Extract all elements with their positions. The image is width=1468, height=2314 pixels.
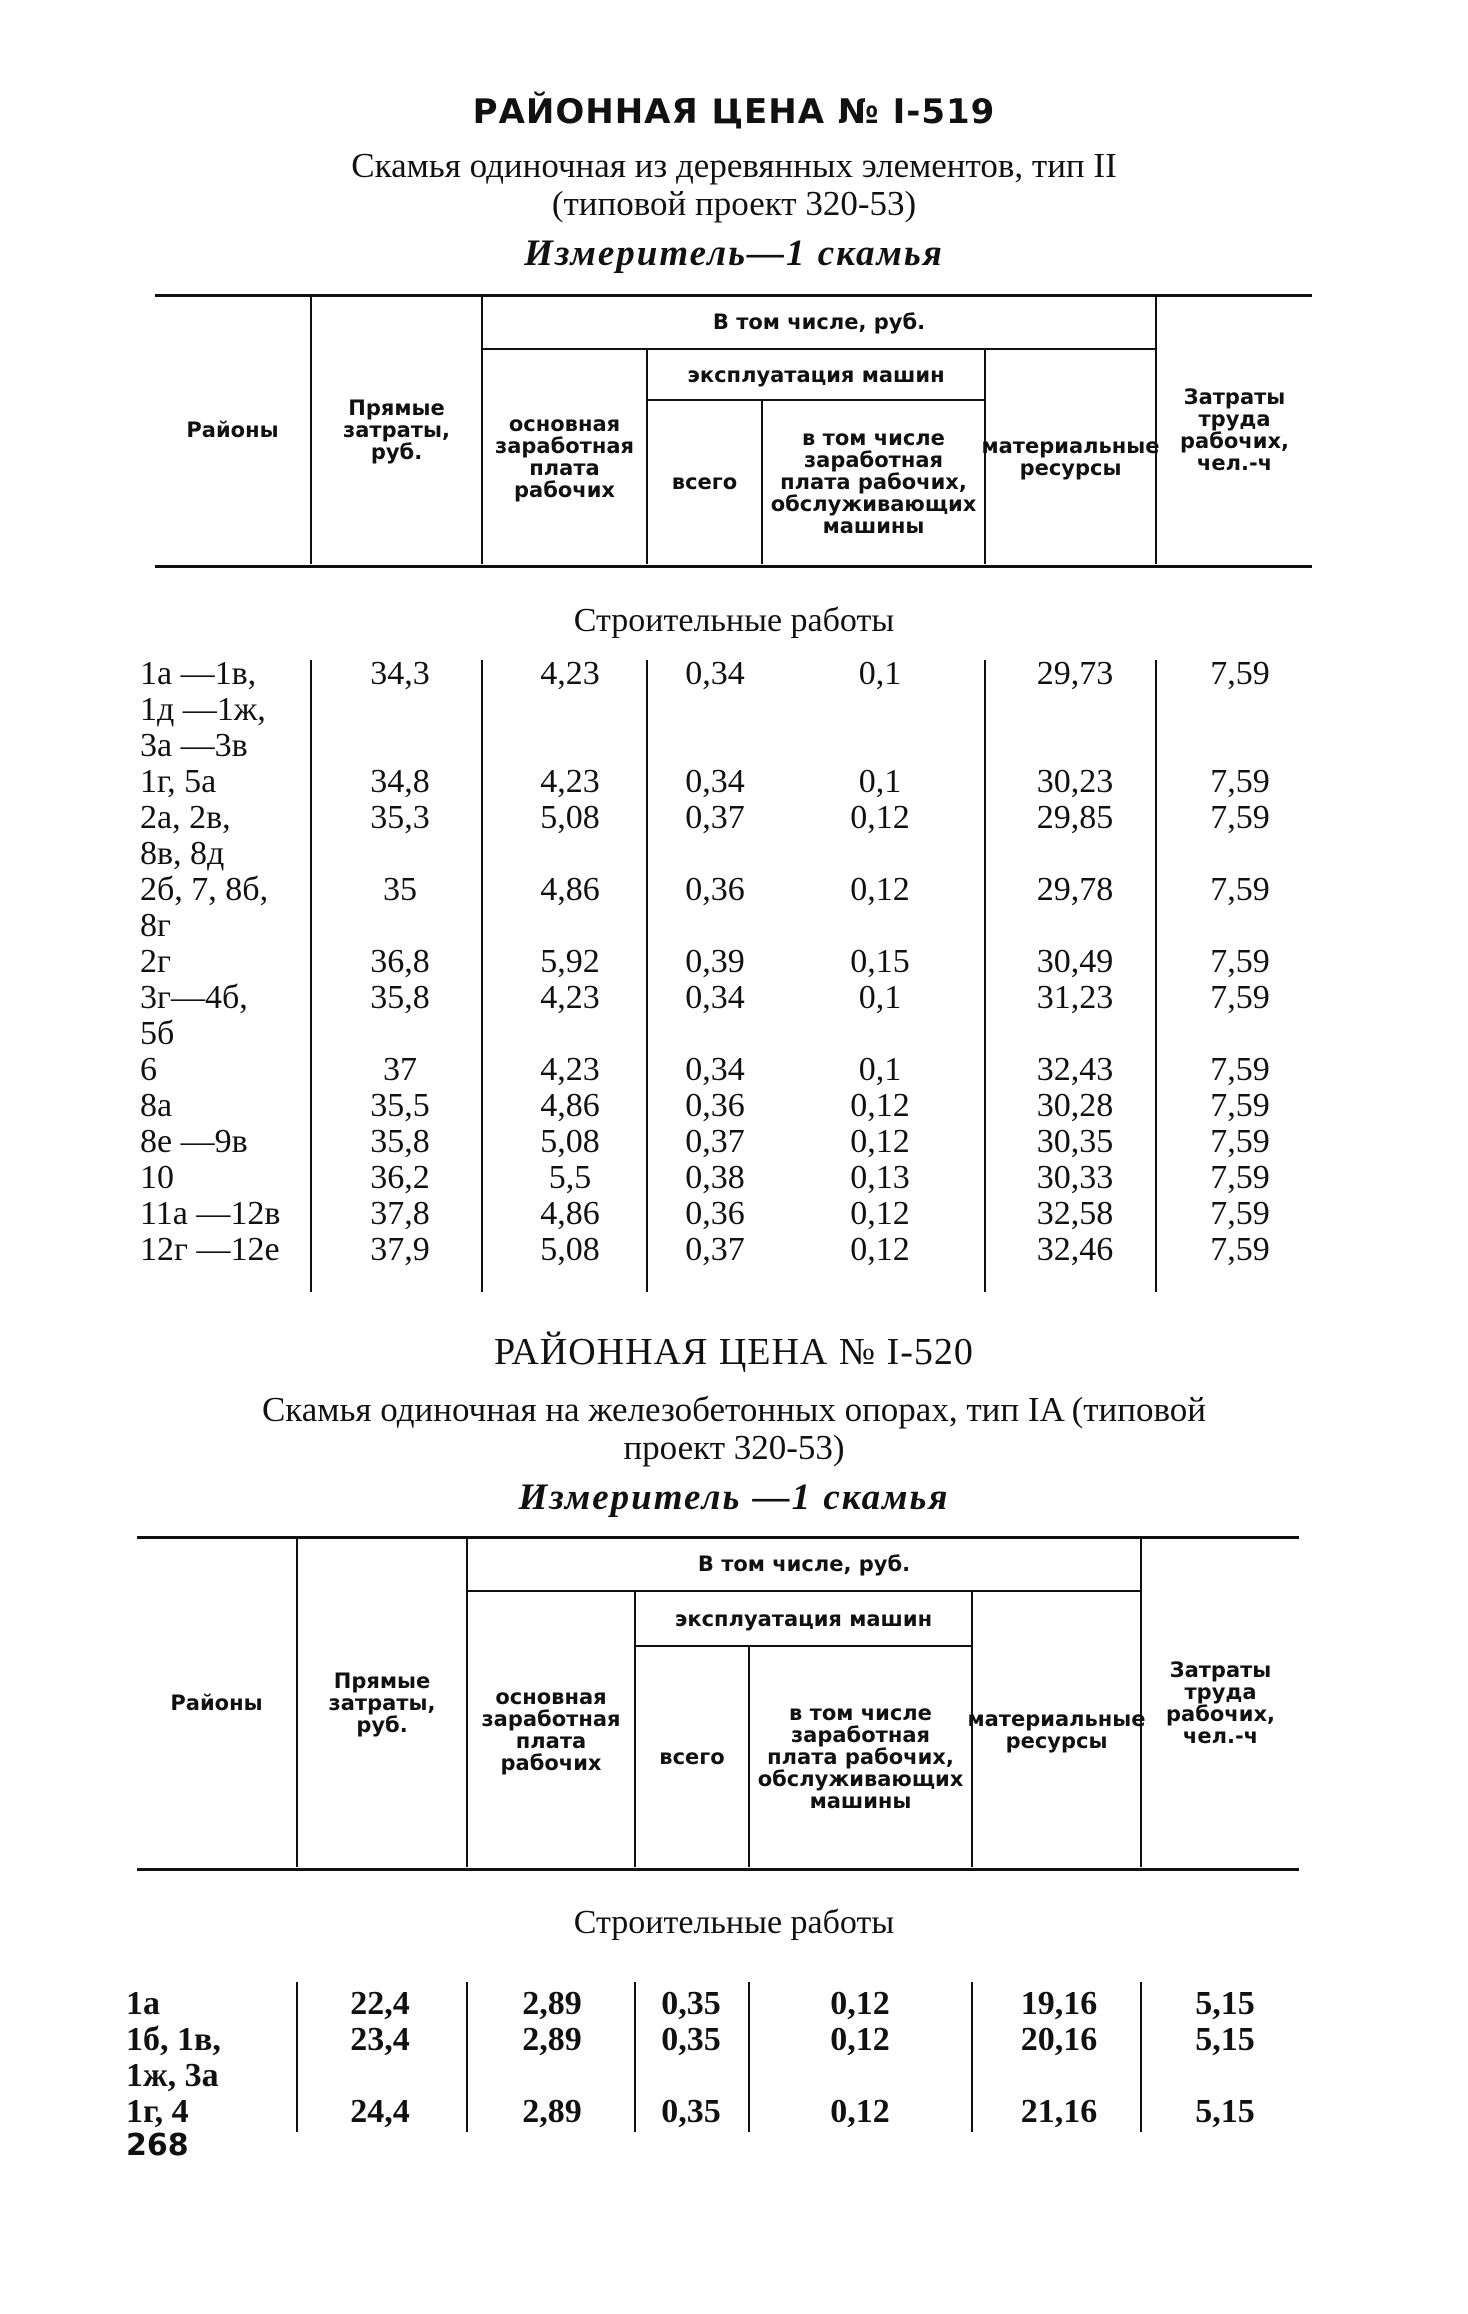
machine-total-cell: 0,35 (661, 2021, 721, 2058)
machine-total-cell: 0,36 (685, 1087, 745, 1124)
direct-cost-cell: 24,4 (350, 2093, 410, 2130)
basic-wage-cell: 5,08 (540, 1231, 600, 1268)
labor-cell: 7,59 (1210, 763, 1270, 800)
region-cell: 2г (140, 943, 171, 980)
basic-wage-cell: 5,08 (540, 1123, 600, 1160)
machine-wage-cell: 0,13 (850, 1159, 910, 1196)
table2-subtitle-line2: проект 320-53) (623, 1428, 845, 1467)
table2-section: Строительные работы (573, 1904, 895, 1941)
machine-wage-cell: 0,12 (850, 871, 910, 908)
region-cell: 8а (140, 1087, 173, 1124)
table2-measure: Измеритель —1 скамья (518, 1477, 950, 1518)
col-labor: Затраты труда рабочих, чел.-ч (1180, 385, 1289, 475)
table2-title: РАЙОННАЯ ЦЕНА № I-520 (494, 1331, 974, 1373)
machine-wage-cell: 0,12 (850, 1123, 910, 1160)
direct-cost-cell: 35,8 (370, 979, 430, 1016)
materials-cell: 30,23 (1036, 763, 1114, 800)
materials-cell: 20,16 (1020, 2021, 1098, 2058)
machine-wage-cell: 0,12 (850, 1087, 910, 1124)
machine-wage-cell: 0,12 (850, 1195, 910, 1232)
labor-cell: 7,59 (1210, 1159, 1270, 1196)
col-including: В том числе, руб. (712, 310, 926, 334)
machine-wage-cell: 0,12 (850, 1231, 910, 1268)
machine-total-cell: 0,36 (685, 1195, 745, 1232)
machine-wage-cell: 0,12 (830, 1985, 890, 2022)
labor-cell: 7,59 (1210, 1231, 1270, 1268)
direct-cost-cell: 22,4 (350, 1985, 410, 2022)
materials-cell: 32,46 (1036, 1231, 1114, 1268)
basic-wage-cell: 5,5 (548, 1159, 592, 1196)
basic-wage-cell: 5,08 (540, 799, 600, 836)
region-cell: 3а —3в (140, 727, 248, 764)
table1-subtitle-line2: (типовой проект 320-53) (551, 184, 917, 223)
table1-title: РАЙОННАЯ ЦЕНА № I-519 (472, 92, 996, 132)
direct-cost-cell: 37,9 (370, 1231, 430, 1268)
machine-wage-cell: 0,12 (830, 2021, 890, 2058)
labor-cell: 7,59 (1210, 1195, 1270, 1232)
table2-subtitle-line1: Скамья одиночная на железобетонных опорах, тип IA (типовой (261, 1390, 1207, 1429)
col-basic-wage: основная заработная плата рабочих (495, 412, 635, 502)
basic-wage-cell: 5,92 (540, 943, 600, 980)
basic-wage-cell: 2,89 (522, 1985, 582, 2022)
machine-total-cell: 0,39 (685, 943, 745, 980)
page-number: 268 (126, 2128, 189, 2163)
direct-cost-cell: 36,2 (370, 1159, 430, 1196)
region-cell: 1д —1ж, (140, 691, 266, 728)
region-cell: 5б (140, 1015, 175, 1052)
machine-total-cell: 0,35 (661, 2093, 721, 2130)
direct-cost-cell: 35,5 (370, 1087, 430, 1124)
materials-cell: 30,49 (1036, 943, 1114, 980)
col-direct-costs: Прямые затраты, руб. (343, 396, 450, 464)
direct-cost-cell: 35,8 (370, 1123, 430, 1160)
machine-total-cell: 0,37 (685, 1231, 745, 1268)
labor-cell: 7,59 (1210, 1123, 1270, 1160)
materials-cell: 21,16 (1020, 2093, 1098, 2130)
region-cell: 2а, 2в, (140, 799, 231, 836)
region-cell: 2б, 7, 8б, (140, 871, 269, 908)
machine-wage-cell: 0,1 (858, 979, 902, 1016)
direct-cost-cell: 34,3 (370, 655, 430, 692)
region-cell: 1г, 5а (140, 763, 217, 800)
col-regions: Районы (170, 1690, 263, 1715)
materials-cell: 19,16 (1020, 1985, 1098, 2022)
basic-wage-cell: 4,23 (540, 763, 600, 800)
region-cell: 10 (140, 1159, 174, 1196)
region-cell: 1б, 1в, (126, 2021, 221, 2058)
machine-wage-cell: 0,1 (858, 1051, 902, 1088)
machine-total-cell: 0,34 (685, 979, 745, 1016)
basic-wage-cell: 4,86 (540, 1195, 600, 1232)
region-cell: 1ж, 3а (126, 2057, 219, 2094)
region-cell: 1г, 4 (126, 2093, 189, 2130)
labor-cell: 7,59 (1210, 871, 1270, 908)
basic-wage-cell: 4,23 (540, 979, 600, 1016)
direct-cost-cell: 35,3 (370, 799, 430, 836)
machine-wage-cell: 0,1 (858, 763, 902, 800)
direct-cost-cell: 34,8 (370, 763, 430, 800)
materials-cell: 30,28 (1036, 1087, 1114, 1124)
materials-cell: 32,43 (1036, 1051, 1114, 1088)
basic-wage-cell: 4,23 (540, 1051, 600, 1088)
materials-cell: 31,23 (1036, 979, 1114, 1016)
region-cell: 3г—4б, (140, 979, 248, 1016)
col-materials: материальные ресурсы (967, 1706, 1146, 1753)
machine-total-cell: 0,34 (685, 763, 745, 800)
machine-wage-cell: 0,15 (850, 943, 910, 980)
col-machine-wage: в том числе заработная плата рабочих, обслуживающих машины (770, 426, 977, 538)
region-cell: 12г —12е (140, 1231, 280, 1268)
col-including: В том числе, руб. (697, 1552, 911, 1576)
region-cell: 1а —1в, (140, 655, 257, 692)
labor-cell: 7,59 (1210, 943, 1270, 980)
machine-total-cell: 0,34 (685, 655, 745, 692)
basic-wage-cell: 4,86 (540, 1087, 600, 1124)
materials-cell: 32,58 (1036, 1195, 1114, 1232)
col-machine-wage: в том числе заработная плата рабочих, обслуживающих машины (757, 1701, 964, 1813)
machine-total-cell: 0,34 (685, 1051, 745, 1088)
labor-cell: 7,59 (1210, 1087, 1270, 1124)
direct-cost-cell: 23,4 (350, 2021, 410, 2058)
region-cell: 8в, 8д (140, 835, 225, 872)
machine-total-cell: 0,38 (685, 1159, 745, 1196)
col-machine-operation: эксплуатация машин (674, 1606, 933, 1631)
col-direct-costs: Прямые затраты, руб. (328, 1668, 436, 1737)
labor-cell: 7,59 (1210, 1051, 1270, 1088)
region-cell: 6 (140, 1051, 157, 1088)
direct-cost-cell: 35 (383, 871, 417, 908)
direct-cost-cell: 37 (383, 1051, 417, 1088)
materials-cell: 30,33 (1036, 1159, 1114, 1196)
col-machine-operation: эксплуатация машин (687, 362, 945, 387)
materials-cell: 30,35 (1036, 1123, 1114, 1160)
direct-cost-cell: 37,8 (370, 1195, 430, 1232)
table1-section: Строительные работы (573, 602, 895, 639)
labor-cell: 5,15 (1195, 2093, 1255, 2130)
machine-wage-cell: 0,12 (830, 2093, 890, 2130)
machine-total-cell: 0,37 (685, 1123, 745, 1160)
labor-cell: 7,59 (1210, 655, 1270, 692)
col-labor: Затраты труда рабочих, чел.-ч (1166, 1657, 1275, 1748)
region-cell: 8г (140, 907, 171, 944)
col-basic-wage: основная заработная плата рабочих (481, 1684, 621, 1775)
basic-wage-cell: 2,89 (522, 2093, 582, 2130)
col-materials: материальные ресурсы (981, 434, 1160, 480)
direct-cost-cell: 36,8 (370, 943, 430, 980)
labor-cell: 7,59 (1210, 799, 1270, 836)
labor-cell: 7,59 (1210, 979, 1270, 1016)
materials-cell: 29,85 (1036, 799, 1114, 836)
col-regions: Районы (186, 418, 279, 442)
materials-cell: 29,78 (1036, 871, 1114, 908)
table1-subtitle-line1: Скамья одиночная из деревянных элементов, тип II (351, 146, 1117, 185)
machine-wage-cell: 0,1 (858, 655, 902, 692)
region-cell: 1а (126, 1985, 160, 2022)
machine-total-cell: 0,35 (661, 1985, 721, 2022)
col-machine-total: всего (659, 1745, 725, 1769)
materials-cell: 29,73 (1036, 655, 1114, 692)
labor-cell: 5,15 (1195, 1985, 1255, 2022)
labor-cell: 5,15 (1195, 2021, 1255, 2058)
basic-wage-cell: 4,86 (540, 871, 600, 908)
table1-measure: Измеритель—1 скамья (524, 233, 944, 274)
basic-wage-cell: 2,89 (522, 2021, 582, 2058)
region-cell: 11а —12в (140, 1195, 281, 1232)
machine-total-cell: 0,37 (685, 799, 745, 836)
region-cell: 8е —9в (140, 1123, 248, 1160)
machine-total-cell: 0,36 (685, 871, 745, 908)
col-machine-total: всего (671, 470, 738, 494)
basic-wage-cell: 4,23 (540, 655, 600, 692)
machine-wage-cell: 0,12 (850, 799, 910, 836)
